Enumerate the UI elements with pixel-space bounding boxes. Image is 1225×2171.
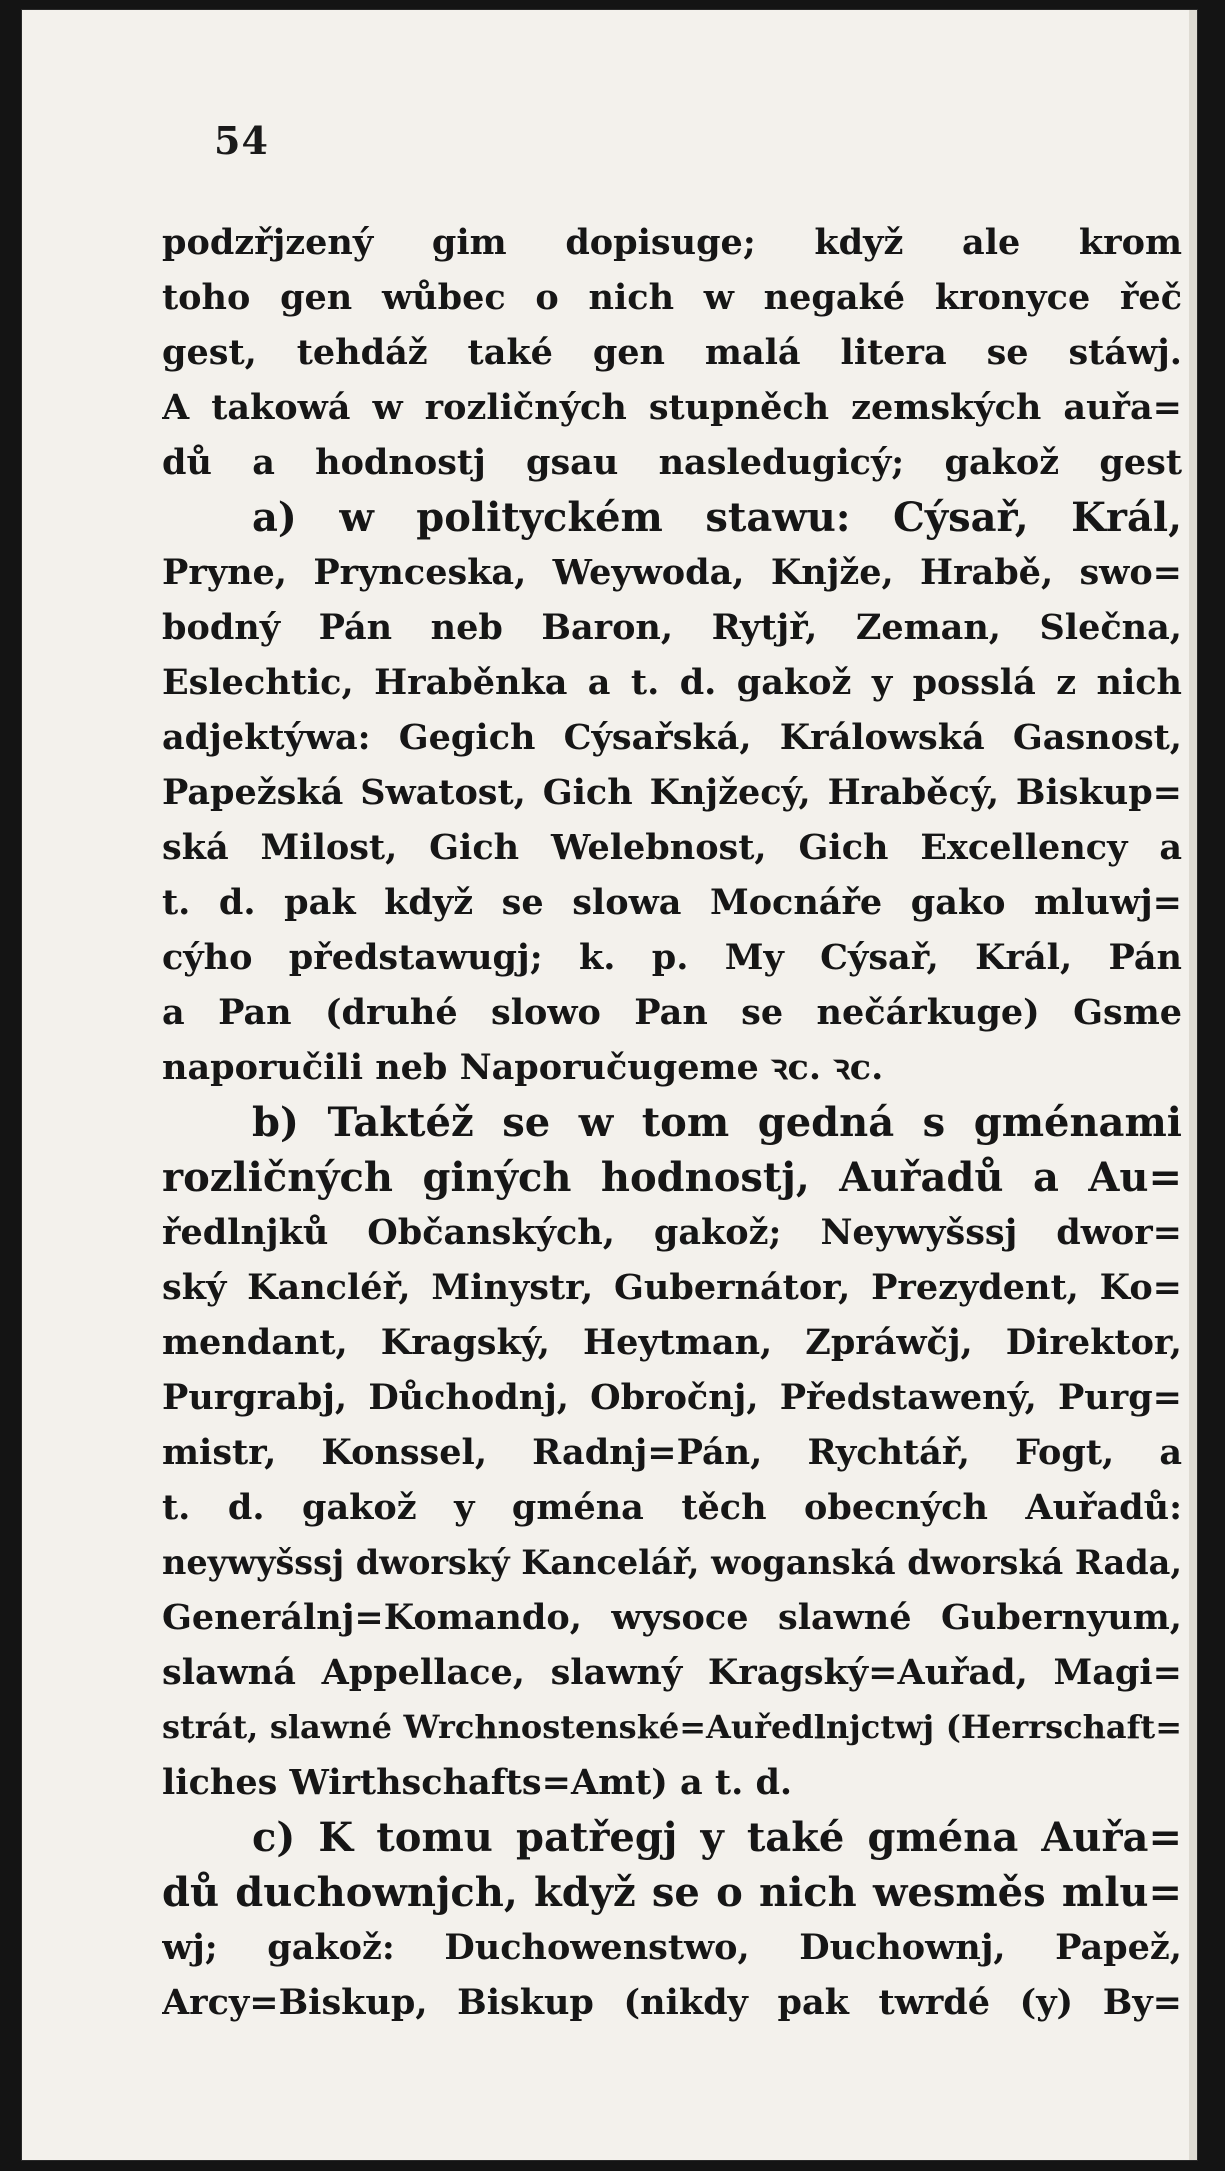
text-line: ředlnjků Občanských, gakož; Neywyšssj dwor= bbox=[162, 1212, 1182, 1253]
text-line: slawná Appellace, slawný Kragský=Auřad, Magi= bbox=[162, 1652, 1182, 1693]
text-line: a Pan (druhé slowo Pan se nečárkuge) Gsme bbox=[162, 992, 1182, 1033]
section-c-heading-line: c) K tomu patřegj y také gména Auřa= bbox=[252, 1814, 1182, 1861]
text-line: Arcy=Biskup, Biskup (nikdy pak twrdé (y) By= bbox=[162, 1982, 1182, 2023]
text-line: mistr, Konssel, Radnj=Pán, Rychtář, Fogt, a bbox=[162, 1432, 1182, 1473]
body-text bbox=[162, 215, 1182, 2030]
text-line: Generálnj=Komando, wysoce slawné Gubernyum, bbox=[162, 1597, 1182, 1638]
text-line: bodný Pán neb Baron, Rytjř, Zeman, Slečna, bbox=[162, 607, 1182, 648]
text-line: dů a hodnostj gsau nasledugicý; gakož gest bbox=[162, 442, 1182, 483]
text-line: Purgrabj, Důchodnj, Obročnj, Předstawený, Purg= bbox=[162, 1377, 1182, 1418]
text-line: dů duchownjch, když se o nich wesměs mlu= bbox=[162, 1869, 1182, 1916]
text-line: neywyšssj dworský Kancelář, woganská dworská Rada, bbox=[162, 1543, 1182, 1582]
book-page bbox=[22, 10, 1197, 2160]
text-line: rozličných giných hodnostj, Auřadů a Au= bbox=[162, 1154, 1182, 1201]
text-line: ský Kancléř, Minystr, Gubernátor, Prezydent, Ko= bbox=[162, 1267, 1182, 1308]
text-line: t. d. gakož y gména těch obecných Auřadů: bbox=[162, 1487, 1182, 1528]
text-line: ská Milost, Gich Welebnost, Gich Excellency a bbox=[162, 827, 1182, 868]
page-number: 54 bbox=[214, 118, 269, 163]
text-line: Papežská Swatost, Gich Knjžecý, Hraběcý, Biskup= bbox=[162, 772, 1182, 813]
text-line: adjektýwa: Gegich Cýsařská, Králowská Gasnost, bbox=[162, 717, 1182, 758]
page-edge bbox=[1189, 10, 1197, 2160]
text-line: gest, tehdáž také gen malá litera se stáwj. bbox=[162, 332, 1182, 373]
text-line: t. d. pak když se slowa Mocnáře gako mluwj= bbox=[162, 882, 1182, 923]
text-line: liches Wirthschafts=Amt) a t. d. bbox=[162, 1762, 793, 1803]
text-line: wj; gakož: Duchowenstwo, Duchownj, Papež, bbox=[162, 1927, 1182, 1968]
text-line: cýho předstawugj; k. p. My Cýsař, Král, Pán bbox=[162, 937, 1182, 978]
section-a-heading-line: a) w polityckém stawu: Cýsař, Král, bbox=[252, 494, 1182, 541]
section-b-heading-line: b) Taktéž se w tom gedná s gménami bbox=[252, 1099, 1182, 1146]
text-line: naporučili neb Naporučugeme ꝛc. ꝛc. bbox=[162, 1047, 884, 1088]
text-line: toho gen wůbec o nich w negaké kronyce řeč bbox=[162, 277, 1182, 318]
text-line: strát, slawné Wrchnostenské=Auředlnjctwj (Herrschaft= bbox=[162, 1708, 1182, 1746]
text-line: podzřjzený gim dopisuge; když ale krom bbox=[162, 222, 1182, 263]
text-line: Pryne, Prynceska, Weywoda, Knjže, Hrabě, swo= bbox=[162, 552, 1182, 593]
text-line: mendant, Kragský, Heytman, Zpráwčj, Direktor, bbox=[162, 1322, 1182, 1363]
text-line: Eslechtic, Hraběnka a t. d. gakož y posslá z nich bbox=[162, 662, 1182, 703]
text-line: A takowá w rozličných stupněch zemských auřa= bbox=[162, 387, 1182, 428]
